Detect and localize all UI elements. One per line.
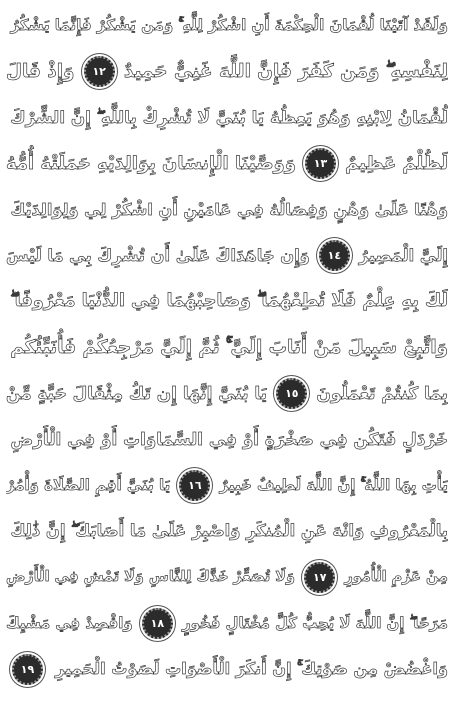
ayah-number-marker: ١٣ [305,148,336,179]
verse-line [6,186,448,232]
verse-line [6,278,448,324]
ayah-number-marker: ١٦ [179,470,210,501]
verse-text: لَظُلْمٌ عَظِيمٌ [345,152,448,174]
verse-text: وَاقْصِدْ فِي مَشْيِكَ [6,614,133,632]
verse-line [6,140,448,186]
verse-text: إِلَيَّ الْمَصِيرُ [358,245,448,265]
ayah-number-marker: ١٢ [84,56,115,87]
verse-text: وَاغْضُضْ مِن صَوْتِكَ ۚ إِنَّ أَنكَرَ الْأَصْوَاتِ لَصَوْتُ الْحَمِيرِ [55,659,448,678]
verse-text: مَرَحًا ۖ إِنَّ اللَّهَ لَا يُحِبُّ كُلَّ مُخْتَالٍ فَخُورٍ [182,614,448,632]
verse-text: يَا بُنَيَّ أَقِمِ الصَّلَاةَ وَأْمُرْ [6,476,171,494]
verse-line [6,324,448,370]
verse-text: بِمَا كُنتُمْ تَعْمَلُونَ [316,383,448,403]
verse-line [6,94,448,140]
verse-line [6,416,448,462]
verse-line [6,600,448,646]
verse-line [6,232,448,278]
verse-line [6,370,448,416]
verse-text: لُقْمَانُ لِابْنِهِ وَهُوَ يَعِظُهُ يَا بُنَيَّ لَا تُشْرِكْ بِاللَّهِ ۖ إِنَّ الشِّرْكَ [10,106,448,127]
verse-line [6,554,448,600]
ayah-number-marker: ١٥ [276,378,307,409]
verse-text: لَكَ بِهِ عِلْمٌ فَلَا تُطِعْهُمَا ۖ وَصَاحِبْهُمَا فِي الدُّنْيَا مَعْرُوفًا ۖ [10,291,448,311]
verse-line [6,646,448,692]
verse-text: يَأْتِ بِهَا اللَّهُ ۚ إِنَّ اللَّهَ لَطِيفٌ خَبِيرٌ [219,476,448,494]
verse-text: وَهْنًا عَلَىٰ وَهْنٍ وَفِصَالُهُ فِي عَامَيْنِ أَنِ اشْكُرْ لِي وَلِوَالِدَيْكَ [10,199,448,219]
ayah-number-marker: ١٨ [142,608,173,639]
verse-text: لِنَفْسِهِ ۖ وَمَن كَفَرَ فَإِنَّ اللَّهَ غَنِيٌّ حَمِيدٌ [123,60,448,82]
verse-text: بِالْمَعْرُوفِ وَانْهَ عَنِ الْمُنكَرِ وَاصْبِرْ عَلَىٰ مَا أَصَابَكَ ۖ إِنَّ ذَٰلِكَ [10,521,448,540]
verse-text: وَاتَّبِعْ سَبِيلَ مَنْ أَنَابَ إِلَيَّ ۚ ثُمَّ إِلَيَّ مَرْجِعُكُمْ فَأُنَبِّئُكُم [10,336,448,358]
verse-text: وَإِن جَاهَدَاكَ عَلَىٰ أَن تُشْرِكَ بِي مَا لَيْسَ [6,245,310,265]
verse-text: خَرْدَلٍ فَتَكُن فِي صَخْرَةٍ أَوْ فِي السَّمَاوَاتِ أَوْ فِي الْأَرْضِ [10,429,448,449]
verse-text: مِنْ عَزْمِ الْأُمُورِ [344,569,448,585]
ayah-number-marker: ١٩ [12,654,43,685]
ayah-number-marker: ١٤ [319,240,350,271]
ayah-number-marker: ١٧ [304,562,335,593]
verse-text: يَا بُنَيَّ إِنَّهَا إِن تَكُ مِثْقَالَ حَبَّةٍ مِّنْ [6,383,268,403]
verse-line [6,462,448,508]
verse-text: وَوَصَّيْنَا الْإِنسَانَ بِوَالِدَيْهِ حَمَلَتْهُ أُمُّهُ [6,152,296,174]
verse-line [6,48,448,94]
verse-text: وَلَا تُصَعِّرْ خَدَّكَ لِلنَّاسِ وَلَا تَمْشِ فِي الْأَرْضِ [6,569,296,585]
verse-line [6,2,448,48]
verse-line [6,508,448,554]
verse-text: وَإِذْ قَالَ [6,60,75,82]
verse-text: وَلَقَدْ آتَيْنَا لُقْمَانَ الْحِكْمَةَ أَنِ اشْكُرْ لِلَّهِ ۚ وَمَن يَشْكُرْ فَإِنَّمَا يَشْكُرُ [10,15,448,34]
